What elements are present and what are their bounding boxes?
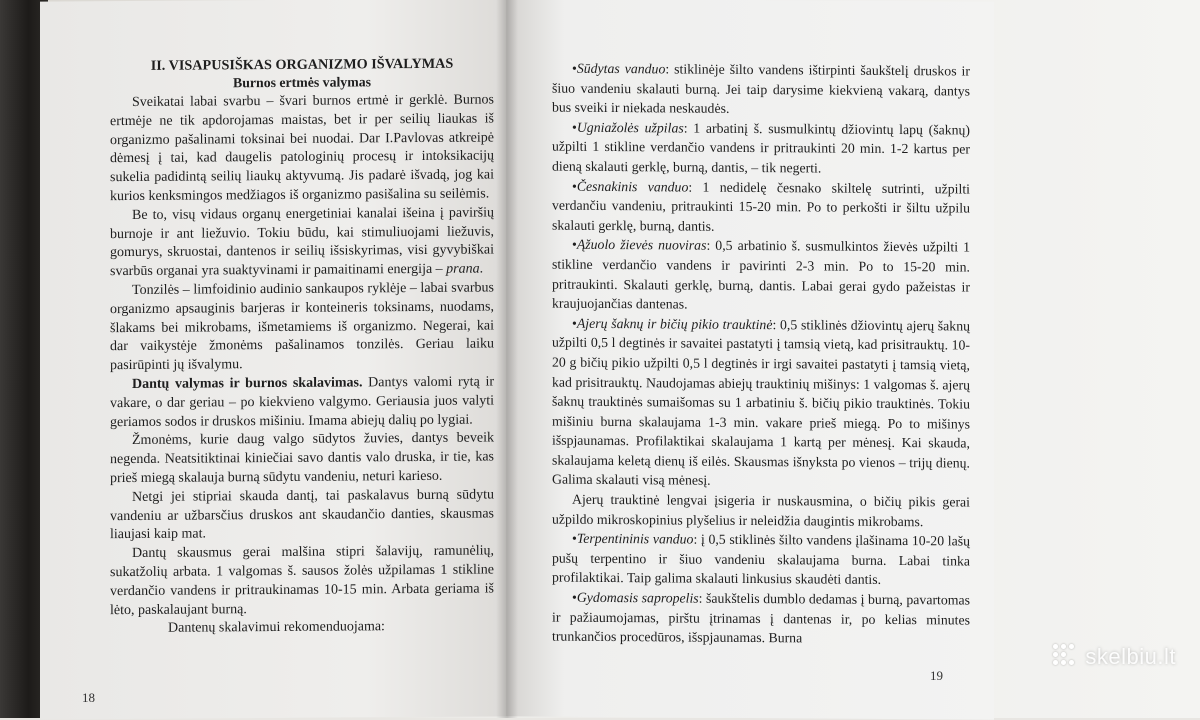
recipe-text: : 1 arbatinį š. susmulkintų džiovintų lapų (šaknų) užpilti 1 stikline verdančio vandens ir pritraukinti 20 min. 1-2 kartus per dieną skalauti gerklę, burną, dantis, – tik negerti. (552, 120, 970, 176)
recipe-label: Sūdytas vanduo (576, 60, 666, 77)
italic-term: prana (446, 261, 480, 277)
paragraph: Žmonėms, kurie daug valgo sūdytos žuvies, dantys beveik negenda. Neatsitiktinai kiniečiai savo dantis valo druska, ir tie, kas prieš miegą skalauja burną sūdytu vandeniu, neturi karieso. (110, 430, 494, 487)
book-gutter-shadow (496, 0, 518, 718)
recipe-item: •Gydomasis sapropelis: šaukštelis dumblo dedamas į burną, pavartomas ir pažiaumojamas, pirštu įtrinamas į dantenas ir, po kelias minutes trunkančios procedūros, išspjaunamas. Burna (552, 589, 970, 646)
recipe-text: : 1 nedidelę česnako skiltelę sutrinti, užpilti verdančiu vandeniu, pritraukinti 15-20 min. Po to perkošti ir šiltu užpilu skalauti gerklę, burną, dantis. (552, 179, 970, 234)
paragraph: Sveikatai labai svarbu – švari burnos ertmė ir gerklė. Burnos ertmėje ne tik apdorojamas maistas, bet ir per seilių liaukas iš organizmo pašalinami toksinai bei nuodai. Dar I.Pavlovas atkreipė dėmesį į tai, kad daugelis patologinių procesų ir intoksikacijų sukelia padidintą seilių liaukų aktyvumą. Jis padarė išvadą, jog kai kurios kenksmingos medžiagos iš organizmo pasišalina su seilėmis. (110, 92, 494, 205)
recipe-label: Ajerų šaknų ir bičių pikio trauktinė (576, 315, 773, 332)
recipe-text: : stiklinėje šilto vandens ištirpinti šaukštelį druskos ir šiuo vandeniu skalauti burną. Jei taip darysime kiekvieną vakarą, dantys bus sveiki ir niekada neskaudės. (552, 61, 970, 117)
recipe-label: Gydomasis sapropelis (576, 589, 699, 606)
recipe-text: : 0,5 stiklinės džiovintų ajerų šaknų užpilti 0,5 l degtinės ir savaitei pastatyti į tamsią vietą, kad prisitrauktų. 10-20 g bičių pikio užpilti 0,5 l degtinės ir irgi savaitei pastatyti į tamsią vietą, kad prisitrauktų. Naudojamas abiejų trauktinių mišinys: 1 valgomas š. ajerų šaknų trauktinės sumaišomas su 1 arbatiniu š. bičių pikio trauktinės. Tokiu mišiniu burna skalaujama 1-3 min. vakare prieš miegą. Po to mišinys išspjaunamas. Profilaktikai skalaujama 1 kartą per mėnesį. Kai skauda, skalaujama keletą dienų iš eilės. Skausmas išnyksta po vienos – trijų dienų. Galima skalauti visą mėnesį. (552, 316, 970, 489)
right-page (506, 0, 994, 720)
recipe-item: •Ąžuolo žievės nuoviras: 0,5 arbatinio š. susmulkintos žievės užpilti 1 stikline verdančio vandens ir pavirinti 2-3 min. Po to 15-20 min. pritraukinti. Skalauti gerklę, burną, dantis. Labai gerai gydo pažeistas ir kraujuojančias dantenas. (552, 237, 970, 312)
bold-heading: Dantų valymas ir burnos skalavimas. (132, 375, 363, 392)
paragraph: Dantų skausmus gerai malšina stipri šalavijų, ramunėlių, sukatžolių arbata. 1 valgomas š. sausos žolės užpilamas 1 stikline verdančio vandens ir pritraukinamas 10-15 min. Arbata geriama iš lėto, paskalaujant burną. (110, 543, 494, 618)
recipe-label: Terpentininis vanduo (576, 531, 694, 547)
watermark (1053, 644, 1176, 670)
paragraph-text: Be to, visų vidaus organų energetiniai kanalai išeina į paviršių burnoje ir ant liežuvio. Tokiu būdu, kai stimuliuojami liežuvis, gomurys, skruostai, dantenos ir seilių išsiskyrimas, visi gyvybiškai svarbūs organai yra suaktyvinami ir pamaitinami energija – (110, 205, 494, 280)
left-page (40, 0, 506, 720)
recipe-label: Ugniažolės užpilas (576, 119, 684, 136)
paragraph (110, 373, 494, 432)
recipe-item: •Terpentininis vanduo: į 0,5 stiklinės šilto vandens įlašinama 10-20 lašų pušų terpentino ir šiuo vandeniu skalaujama burna. Labai tinka profilaktikai. Taip galima skalauti linkusius skaudėti dantis. (552, 531, 970, 588)
paragraph: Be to, visų vidaus organų energetiniai kanalai išeina į paviršių burnoje ir ant liežuvio. Tokiu būdu, kai stimuliuojami liežuvis, gomurys, skruostai, dantenos ir seilių išsiskyrimas, visi gyvybiškai svarbūs organai yra suaktyvinami ir pamaitinami energija – prana. (110, 205, 494, 280)
dots-logo-icon (1053, 644, 1079, 670)
recipe-text: : šaukštelis dumblo dedamas į burną, pavartomas ir pažiaumojamas, pirštu įtrinamas į dantenas ir, po kelias minutes trunkančios procedūros, išspjaunamas. Burna (552, 590, 970, 646)
recipe-label: Ąžuolo žievės nuoviras (576, 237, 707, 254)
page-number-left: 18 (82, 690, 95, 705)
paragraph: Netgi jei stipriai skauda dantį, tai paskalavus burną sūdytu vandeniu ar užbarsčius druskos ant skaudančio danties, skausmas liaujasi kaip mat. (110, 487, 494, 543)
paragraph-text: Dantys valomi rytą ir vakare, o dar geriau – po kiekvieno valgymo. Geriausia juos valyti geriamos sodos ir druskos mišiniu. Imama abiejų dalių po lygiai. (110, 374, 494, 430)
recipe-item: •Sūdytas vanduo: stiklinėje šilto vandens ištirpinti šaukštelį druskos ir šiuo vandeniu skalauti burną. Jei taip darysime kiekvieną vakarą, dantys bus sveiki ir niekada neskaudės. (552, 60, 970, 117)
recipe-text: : 0,5 arbatinio š. susmulkintos žievės užpilti 1 stikline verdančio vandens ir pavirinti 2-3 min. Po to 15-20 min. pritraukinti. Skalauti gerklę, burną, dantis. Labai gerai gydo pažeistas ir kraujuojančias dantenas. (552, 238, 970, 312)
recipe-text: Ajerų trauktinė lengvai įsigeria ir nuskausmina, o bičių pikis gerai užpildo mikroskopinius plyšelius ir neleidžia daugintis mikrobams. (552, 491, 970, 529)
paragraph: Dantenų skalavimui rekomenduojama: (168, 619, 385, 637)
section-subtitle: Burnos ertmės valymas (233, 74, 371, 91)
recipe-item: •Ugniažolės užpilas: 1 arbatinį š. susmulkintų džiovintų lapų (šaknų) užpilti 1 stikline verdančio vandens ir pritraukinti 20 min. 1-2 kartus per dieną skalauti gerklę, burną, dantis, – tik negerti. (552, 119, 970, 176)
recipe-text: : į 0,5 stiklinės šilto vandens įlašinama 10-20 lašų pušų terpentino ir šiuo vandeniu skalaujama burna. Labai tinka profilaktikai. Taip galima skalauti linkusius skaudėti dantis. (552, 531, 970, 588)
watermark-text: skelbiu.lt (1085, 644, 1176, 669)
recipe-item: •Ajerų šaknų ir bičių pikio trauktinė: 0,5 stiklinės džiovintų ajerų šaknų užpilti 0,5 l degtinės ir savaitei pastatyti į tamsią vietą, kad prisitrauktų. 10-20 g bičių pikio užpilti 0,5 l degtinės ir irgi savaitei pastatyti į tamsią vietą, kad prisitrauktų. Naudojamas abiejų trauktinių mišinys: 1 valgomas š. ajerų šaknų trauktinės sumaišomas su 1 arbatiniu š. bičių pikio trauktinės. Tokiu mišiniu burna skalaujama 1-3 min. vakare prieš miegą. Po to mišinys išspjaunamas. Profilaktikai skalaujama 1 kartą per mėnesį. Kai skauda, skalaujama keletą dienų iš eilės. Skausmas išnyksta po vienos – trijų dienų. Galima skalauti visą mėnesį. (552, 315, 970, 489)
recipe-item: •Česnakinis vanduo: 1 nedidelę česnako skiltelę sutrinti, užpilti verdančiu vandeniu, pritraukinti 15-20 min. Po to perkošti ir šiltu užpilu skalauti gerklę, burną, dantis. (552, 178, 970, 234)
recipe-item (552, 490, 970, 532)
page-number-right: 19 (930, 668, 943, 683)
paragraph: Tonzilės – limfoidinio audinio sankaupos ryklėje – labai svarbus organizmo apsauginis barjeras ir konteineris toksinams, nuodams, šlakams bei mikrobams, išmetamiems iš organizmo. Negerai, kai dar vaikystėje žmonėms pašalinamos tonzilės. Geriau laiku pasirūpinti jų išvalymu. (110, 280, 494, 374)
chapter-title: II. VISAPUSIŠKAS ORGANIZMO IŠVALYMAS (150, 55, 454, 74)
recipe-label: Česnakinis vanduo (576, 178, 689, 195)
